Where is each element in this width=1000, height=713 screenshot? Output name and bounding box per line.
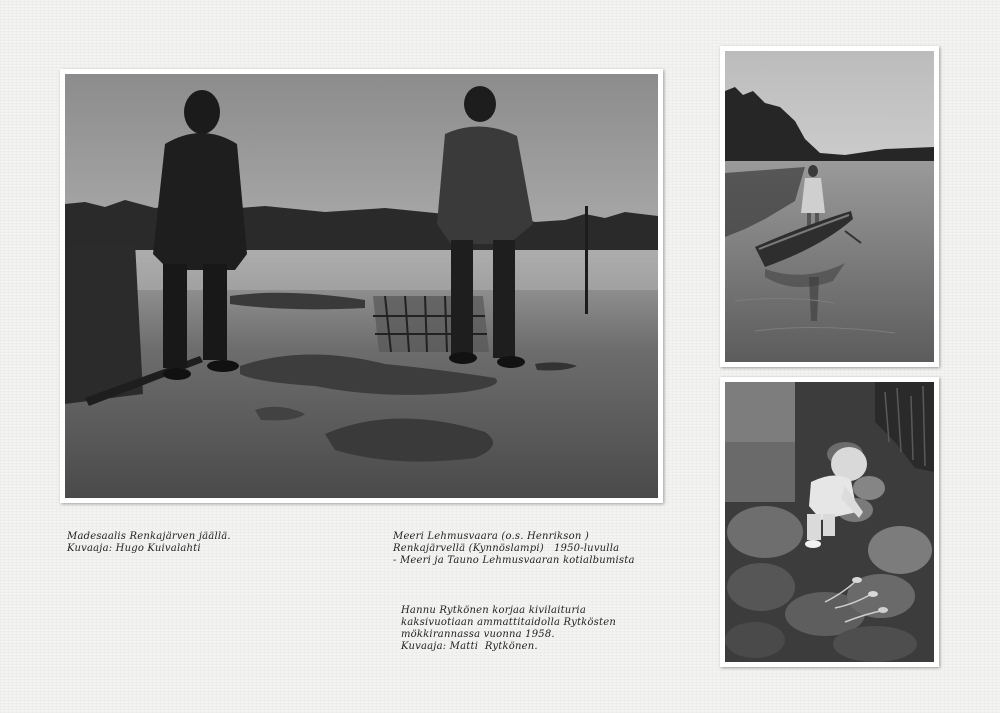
caption-line: Kuvaaja: Hugo Kuivalahti [67, 543, 201, 554]
caption-line: kaksivuotiaan ammattitaidolla Rytkösten [401, 617, 616, 628]
caption-line: - Meeri ja Tauno Lehmusvaaran kotialbumista [393, 555, 635, 566]
photo-child-stone-pier [720, 377, 939, 667]
caption-line: Madesaalis Renkajärven jäällä. [67, 531, 231, 542]
caption-line: mökkirannassa vuonna 1958. [401, 629, 555, 640]
caption-ice-fishing [67, 531, 231, 555]
ice-fishing-image [65, 74, 658, 498]
boat-on-lake-image [725, 51, 934, 362]
caption-line: Meeri Lehmusvaara (o.s. Henrikson ) [393, 531, 589, 542]
caption-line: Hannu Rytkönen korjaa kivilaituria [401, 605, 586, 616]
caption-line: Renkajärvellä (Kynnöslampi) 1950-luvulla [393, 543, 620, 554]
caption-boat [393, 531, 635, 567]
photo-ice-fishing [60, 69, 663, 503]
photo-boat-on-lake [720, 46, 939, 367]
caption-child [401, 605, 616, 653]
caption-line: Kuvaaja: Matti Rytkönen. [401, 641, 538, 652]
child-stone-pier-image [725, 382, 934, 662]
